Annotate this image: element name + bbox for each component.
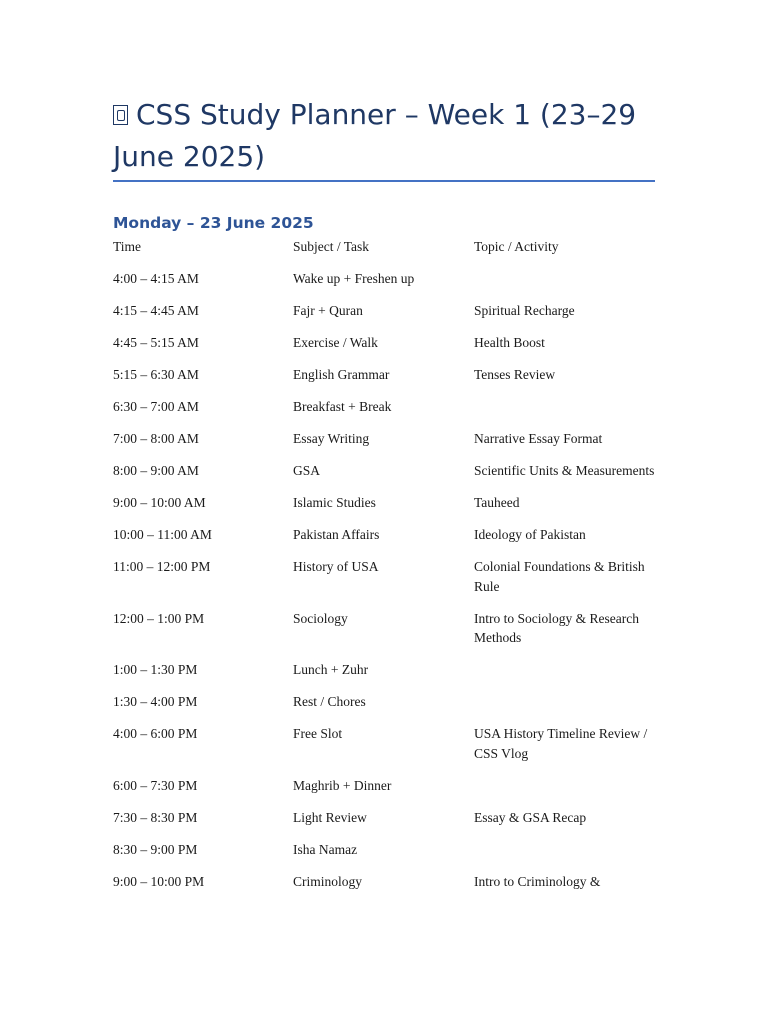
subject-cell: Islamic Studies [293,495,376,510]
subject-cell: Maghrib + Dinner [293,777,392,793]
table-row [113,872,658,904]
subject-cell: Free Slot [293,726,343,741]
schedule-body [113,269,658,904]
table-row [113,557,658,609]
topic-cell: Intro to Sociology & Research Methods [474,610,639,645]
document-title-text: CSS Study Planner – Week 1 (23–29 June 2025) [113,98,637,173]
table-row [113,609,658,661]
topic-cell [474,776,658,808]
table-row [113,333,658,365]
topic-cell [474,660,658,692]
title-underline [113,180,655,182]
time-cell: 5:15 – 6:30 AM [113,367,199,382]
table-row [113,461,658,493]
table-row [113,525,658,557]
topic-cell: Tauheed [474,495,520,510]
table-row [113,301,658,333]
table-row [113,808,658,840]
topic-cell: Ideology of Pakistan [474,527,586,542]
subject-cell: Isha Namaz [293,841,358,857]
subject-cell: Exercise / Walk [293,335,378,350]
topic-cell: Spiritual Recharge [474,303,575,318]
time-cell: 7:30 – 8:30 PM [113,809,198,825]
subject-cell: GSA [293,463,321,478]
topic-cell: Health Boost [474,335,545,350]
time-cell: 4:00 – 4:15 AM [113,271,199,286]
topic-cell [474,692,658,724]
table-row [113,776,658,808]
subject-cell: Essay Writing [293,431,370,446]
subject-cell: Wake up + Freshen up [293,271,415,286]
topic-cell [474,269,658,301]
table-row [113,269,658,301]
document-title [113,94,658,178]
table-row [113,365,658,397]
subject-cell: English Grammar [293,367,390,382]
topic-cell: Intro to Criminology & [474,873,601,889]
time-cell: 12:00 – 1:00 PM [113,610,205,626]
topic-cell: USA History Timeline Review / CSS Vlog [474,726,648,761]
subject-cell: Criminology [293,873,363,889]
time-cell: 7:00 – 8:00 AM [113,431,199,446]
column-header-subject: Subject / Task [293,239,370,254]
subject-cell: Pakistan Affairs [293,527,380,542]
day-heading: Monday – 23 June 2025 [113,214,314,232]
subject-cell: Light Review [293,809,367,825]
topic-cell: Essay & GSA Recap [474,809,587,825]
column-header-topic: Topic / Activity [474,239,559,254]
missing-glyph-icon [113,105,128,125]
time-cell: 6:00 – 7:30 PM [113,777,198,793]
topic-cell: Narrative Essay Format [474,431,603,446]
time-cell: 8:30 – 9:00 PM [113,841,198,857]
table-row [113,660,658,692]
table-row [113,724,658,776]
schedule-header [113,237,658,269]
time-cell: 4:00 – 6:00 PM [113,726,198,741]
topic-cell: Tenses Review [474,367,556,382]
table-row [113,692,658,724]
table-row [113,397,658,429]
table-row [113,840,658,872]
time-cell: 4:45 – 5:15 AM [113,335,199,350]
table-row [113,429,658,461]
time-cell: 9:00 – 10:00 AM [113,495,206,510]
header-row [113,237,658,269]
subject-cell: Fajr + Quran [293,303,363,318]
column-header-time: Time [113,239,142,254]
subject-cell: Breakfast + Break [293,399,392,414]
topic-cell: Scientific Units & Measurements [474,463,655,478]
topic-cell: Colonial Foundations & British Rule [474,559,645,594]
time-cell: 1:00 – 1:30 PM [113,662,198,677]
time-cell: 9:00 – 10:00 PM [113,873,205,889]
subject-cell: Rest / Chores [293,694,366,709]
subject-cell: Sociology [293,610,348,626]
subject-cell: Lunch + Zuhr [293,662,369,677]
time-cell: 1:30 – 4:00 PM [113,694,198,709]
subject-cell: History of USA [293,559,379,574]
table-row [113,493,658,525]
time-cell: 8:00 – 9:00 AM [113,463,199,478]
time-cell: 6:30 – 7:00 AM [113,399,199,414]
time-cell: 10:00 – 11:00 AM [113,527,212,542]
schedule-table [113,237,658,904]
topic-cell [474,397,658,429]
topic-cell [474,840,658,872]
time-cell: 11:00 – 12:00 PM [113,559,211,574]
time-cell: 4:15 – 4:45 AM [113,303,199,318]
